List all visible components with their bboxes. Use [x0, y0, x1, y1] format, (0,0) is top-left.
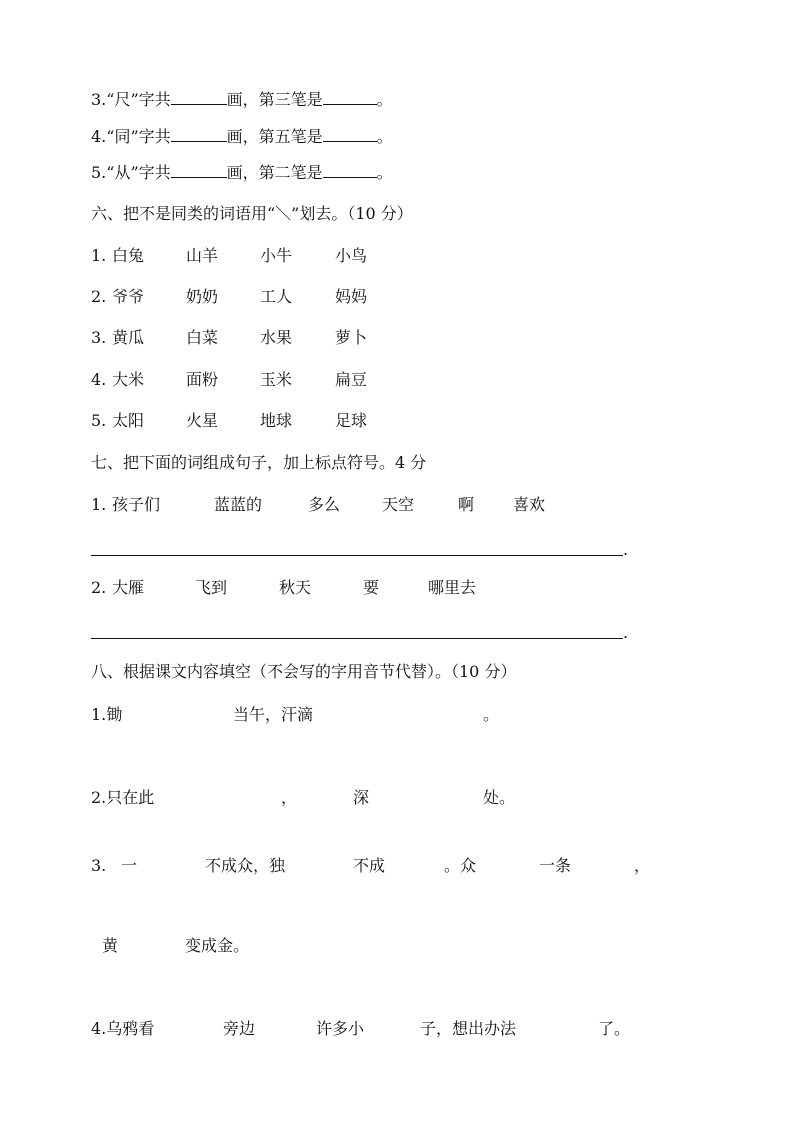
word: 飞到: [195, 578, 228, 597]
text-fragment: 旁边: [223, 1019, 256, 1038]
row-number: 1.: [91, 495, 107, 514]
word: 秋天: [279, 578, 312, 597]
text-fragment: 深: [353, 788, 370, 807]
text-fragment: ，: [281, 788, 298, 807]
word[interactable]: 水果: [260, 328, 293, 347]
row-number: 4.: [91, 370, 107, 389]
word[interactable]: 玉米: [260, 370, 293, 389]
row-number: 5.: [91, 411, 107, 430]
answer-blank[interactable]: [323, 90, 377, 105]
word[interactable]: 足球: [335, 411, 368, 430]
word: 啊: [458, 495, 475, 514]
word[interactable]: 扁豆: [335, 370, 368, 389]
row-number: 2.: [91, 578, 107, 597]
word: 哪里去: [428, 578, 477, 597]
word: 喜欢: [513, 495, 546, 514]
word[interactable]: 小牛: [260, 246, 293, 265]
text-fragment: 3.: [91, 856, 107, 875]
question-text: 5.“从”字共: [91, 163, 171, 182]
word[interactable]: 工人: [260, 287, 293, 306]
question-text: 。: [376, 90, 393, 109]
word[interactable]: 山羊: [186, 246, 219, 265]
word: 大雁: [112, 578, 145, 597]
word: 天空: [382, 495, 415, 514]
word[interactable]: 太阳: [112, 411, 145, 430]
stroke-question-4: [91, 127, 393, 147]
text-fragment: 1.锄: [91, 705, 123, 724]
word[interactable]: 大米: [112, 370, 145, 389]
text-fragment: 一: [121, 856, 138, 875]
word[interactable]: 萝卜: [335, 328, 368, 347]
answer-blank[interactable]: [171, 127, 227, 142]
sentence-answer-line-2[interactable]: [91, 638, 623, 639]
text-fragment: 变成金。: [185, 936, 250, 955]
word[interactable]: 白兔: [112, 246, 145, 265]
text-fragment: 不成众，独: [205, 856, 286, 875]
text-fragment: 一条: [539, 856, 572, 875]
section-8-title: 八、根据课文内容填空（不会写的字用音节代替）。（10 分）: [91, 662, 517, 681]
answer-blank[interactable]: [171, 163, 227, 178]
question-text: 画，第二笔是: [226, 163, 323, 182]
word: 孩子们: [112, 495, 161, 514]
text-fragment: 2.只在此: [91, 788, 155, 807]
question-text: 。: [376, 163, 393, 182]
answer-blank[interactable]: [171, 90, 227, 105]
question-text: 画，第五笔是: [226, 127, 323, 146]
word[interactable]: 地球: [260, 411, 293, 430]
word[interactable]: 火星: [186, 411, 219, 430]
word[interactable]: 爷爷: [112, 287, 145, 306]
row-number: 2.: [91, 287, 107, 306]
word[interactable]: 白菜: [186, 328, 219, 347]
text-fragment: 不成: [353, 856, 386, 875]
word[interactable]: 小鸟: [335, 246, 368, 265]
text-fragment: 许多小: [316, 1019, 365, 1038]
answer-blank[interactable]: [323, 163, 377, 178]
text-fragment: 子，想出办法: [420, 1019, 517, 1038]
question-text: 4.“同”字共: [91, 127, 171, 146]
text-fragment: 4.乌鸦看: [91, 1019, 155, 1038]
text-fragment: 黄: [102, 936, 119, 955]
word: 蓝蓝的: [214, 495, 263, 514]
row-number: 1.: [91, 246, 107, 265]
section-6-title: 六、把不是同类的词语用“＼”划去。（10 分）: [91, 204, 413, 223]
text-fragment: 了。: [598, 1019, 631, 1038]
text-fragment: ，: [634, 856, 651, 875]
sentence-answer-line-1[interactable]: [91, 555, 623, 556]
stroke-question-3: [91, 90, 393, 110]
question-text: 画，第三笔是: [226, 90, 323, 109]
word[interactable]: 面粉: [186, 370, 219, 389]
word[interactable]: 奶奶: [186, 287, 219, 306]
question-text: 。: [376, 127, 393, 146]
text-fragment: 当午，汗滴: [233, 705, 314, 724]
sentence-end-mark: .: [623, 540, 629, 559]
question-text: 3.“尺”字共: [91, 90, 171, 109]
text-fragment: 。众: [444, 856, 477, 875]
word: 多么: [308, 495, 341, 514]
text-fragment: 处。: [483, 788, 516, 807]
section-7-title: 七、把下面的词组成句子，加上标点符号。4 分: [91, 453, 427, 472]
word[interactable]: 妈妈: [335, 287, 368, 306]
word: 要: [363, 578, 380, 597]
row-number: 3.: [91, 328, 107, 347]
text-fragment: 。: [483, 705, 500, 724]
stroke-question-5: [91, 163, 393, 183]
word[interactable]: 黄瓜: [112, 328, 145, 347]
sentence-end-mark: .: [623, 623, 629, 642]
answer-blank[interactable]: [323, 127, 377, 142]
